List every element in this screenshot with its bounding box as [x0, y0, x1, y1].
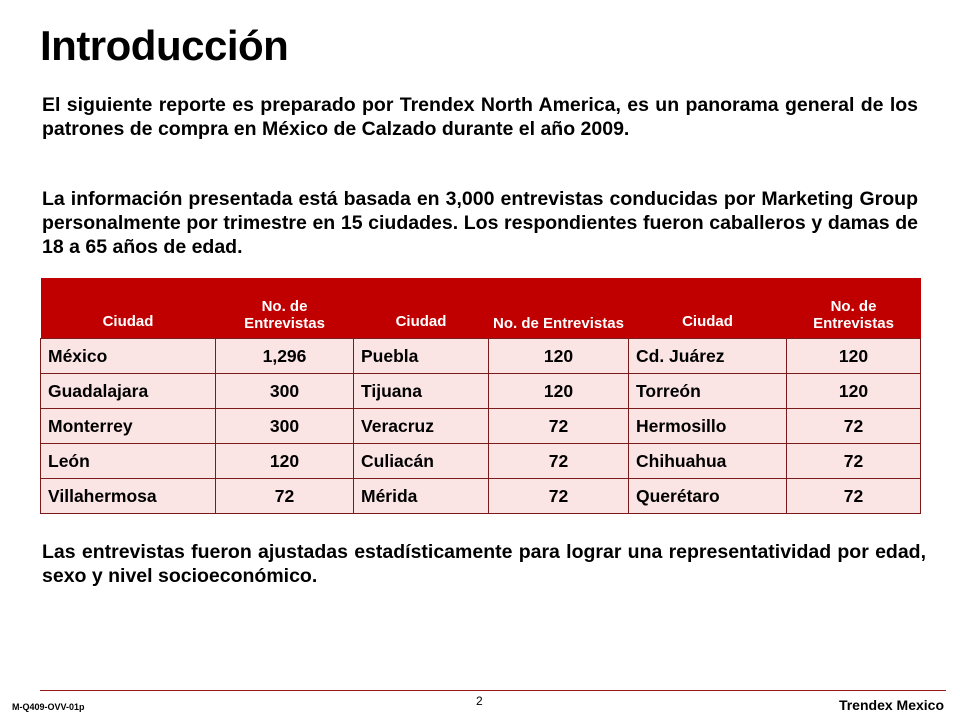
- interviews-cell: 72: [489, 444, 629, 479]
- city-cell: Chihuahua: [629, 444, 787, 479]
- interviews-cell: 72: [787, 479, 921, 514]
- city-cell: Tijuana: [354, 374, 489, 409]
- table-row: [41, 339, 921, 374]
- interviews-cell: 300: [216, 409, 354, 444]
- interviews-cell: 1,296: [216, 339, 354, 374]
- city-cell: León: [41, 444, 216, 479]
- page-number: 2: [476, 694, 483, 708]
- page-title: Introducción: [40, 22, 289, 69]
- city-cell: Veracruz: [354, 409, 489, 444]
- interviews-by-city-table: [40, 278, 921, 514]
- column-header-interviews: No. de Entrevistas: [216, 278, 354, 339]
- column-header-city: Ciudad: [629, 278, 787, 339]
- interviews-cell: 120: [489, 339, 629, 374]
- methodology-paragraph: Las entrevistas fueron ajustadas estadísticamente para lograr una representatividad por edad, sexo y nivel socioeconómico.: [42, 541, 926, 587]
- brand-name: Trendex Mexico: [838, 697, 944, 713]
- interviews-cell: 72: [216, 479, 354, 514]
- city-cell: Torreón: [629, 374, 787, 409]
- city-cell: México: [41, 339, 216, 374]
- city-cell: Villahermosa: [41, 479, 216, 514]
- table-row: [41, 409, 921, 444]
- table-row: [41, 444, 921, 479]
- city-cell: Guadalajara: [41, 374, 216, 409]
- interviews-cell: 120: [489, 374, 629, 409]
- column-header-city: Ciudad: [41, 278, 216, 339]
- interviews-cell: 120: [787, 339, 921, 374]
- interviews-cell: 72: [787, 444, 921, 479]
- table-row: [41, 479, 921, 514]
- table-row: [41, 374, 921, 409]
- city-cell: Hermosillo: [629, 409, 787, 444]
- document-code: M-Q409-OVV-01p: [12, 702, 85, 712]
- interviews-cell: 120: [216, 444, 354, 479]
- interviews-cell: 72: [787, 409, 921, 444]
- city-cell: Querétaro: [629, 479, 787, 514]
- footer-divider: [40, 690, 946, 691]
- interviews-cell: 72: [489, 409, 629, 444]
- column-header-city: Ciudad: [354, 278, 489, 339]
- interviews-cell: 120: [787, 374, 921, 409]
- city-cell: Puebla: [354, 339, 489, 374]
- interviews-cell: 72: [489, 479, 629, 514]
- city-cell: Culiacán: [354, 444, 489, 479]
- city-cell: Monterrey: [41, 409, 216, 444]
- intro-paragraph-1: El siguiente reporte es preparado por Trendex North America, es un panorama general de los patrones de compra en México de Calzado durante el año 2009.: [42, 94, 918, 140]
- column-header-interviews: No. de Entrevistas: [489, 278, 629, 339]
- table-header-row: [41, 278, 921, 339]
- intro-paragraph-2: La información presentada está basada en 3,000 entrevistas conducidas por Marketing Group personalmente por trimestre en 15 ciudades. Los respondientes fueron caballeros y damas de 18 a 65 años de edad.: [42, 188, 918, 258]
- city-cell: Cd. Juárez: [629, 339, 787, 374]
- city-cell: Mérida: [354, 479, 489, 514]
- interviews-cell: 300: [216, 374, 354, 409]
- column-header-interviews: No. de Entrevistas: [787, 278, 921, 339]
